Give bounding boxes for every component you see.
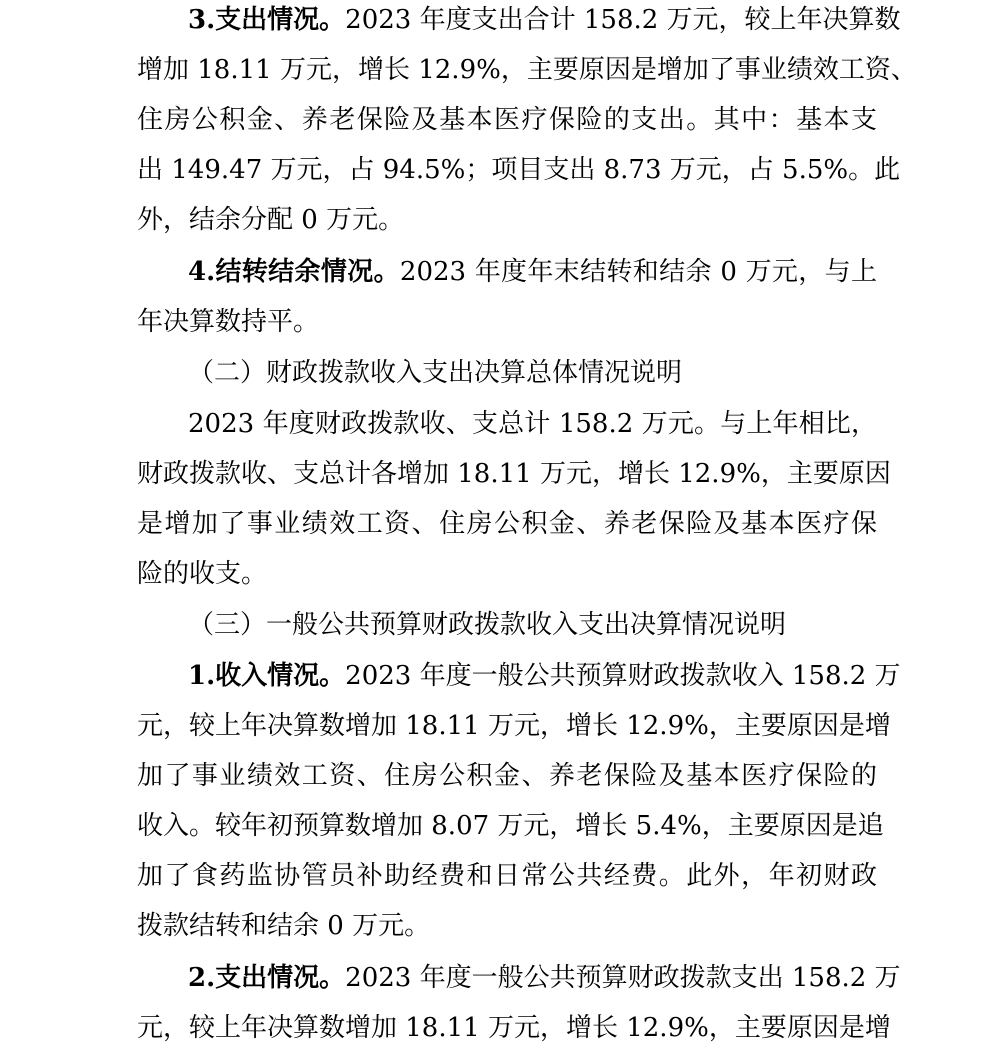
paragraph-line: 元，较上年决算数增加 18.11 万元，增长 12.9%，主要原因是增 — [137, 711, 891, 741]
paragraph-line: 收入。较年初预算数增加 8.07 万元，增长 5.4%，主要原因是追 — [137, 811, 884, 841]
subsection-heading-fiscal-overview: （二）财政拨款收入支出决算总体情况说明 — [188, 358, 683, 388]
paragraph-line — [188, 0, 901, 40]
paragraph-line: 是增加了事业绩效工资、住房公积金、养老保险及基本医疗保 — [137, 509, 877, 539]
section-heading-general-expenditure: 2.支出情况。 — [188, 963, 346, 993]
paragraph-line: 险的收支。 — [137, 559, 268, 589]
paragraph-line — [188, 656, 901, 696]
paragraph-line: 年决算数持平。 — [137, 307, 320, 337]
paragraph-line: 增加 18.11 万元，增长 12.9%，主要原因是增加了事业绩效工资、 — [137, 55, 917, 85]
paragraph-line: 2023 年度财政拨款收、支总计 158.2 万元。与上年相比， — [188, 409, 877, 439]
paragraph-line: 元，较上年决算数增加 18.11 万元，增长 12.9%，主要原因是增 — [137, 1013, 891, 1043]
paragraph-line: 加了食药监协管员补助经费和日常公共经费。此外，年初财政 — [137, 861, 877, 891]
line-text: 2023 年度支出合计 158.2 万元，较上年决算数 — [345, 5, 901, 35]
paragraph-line: 财政拨款收、支总计各增加 18.11 万元，增长 12.9%，主要原因 — [137, 459, 891, 489]
section-heading-expenditure: 3.支出情况。 — [188, 5, 346, 35]
paragraph-line — [188, 958, 901, 998]
paragraph-line — [188, 252, 877, 292]
paragraph-line: 加了事业绩效工资、住房公积金、养老保险及基本医疗保险的 — [137, 761, 877, 791]
paragraph-line: 外，结余分配 0 万元。 — [137, 205, 405, 235]
line-text: 2023 年度一般公共预算财政拨款支出 158.2 万 — [345, 963, 901, 993]
line-text: 2023 年度一般公共预算财政拨款收入 158.2 万 — [345, 661, 901, 691]
line-text: 2023 年度年末结转和结余 0 万元，与上 — [399, 257, 877, 287]
subsection-heading-general-budget: （三）一般公共预算财政拨款收入支出决算情况说明 — [188, 610, 787, 640]
section-heading-carryover: 4.结转结余情况。 — [188, 257, 400, 287]
paragraph-line: 住房公积金、养老保险及基本医疗保险的支出。其中：基本支 — [137, 105, 877, 135]
section-heading-income: 1.收入情况。 — [188, 661, 346, 691]
paragraph-line: 出 149.47 万元，占 94.5%；项目支出 8.73 万元，占 5.5%。此 — [137, 155, 901, 185]
paragraph-line: 拨款结转和结余 0 万元。 — [137, 911, 431, 941]
